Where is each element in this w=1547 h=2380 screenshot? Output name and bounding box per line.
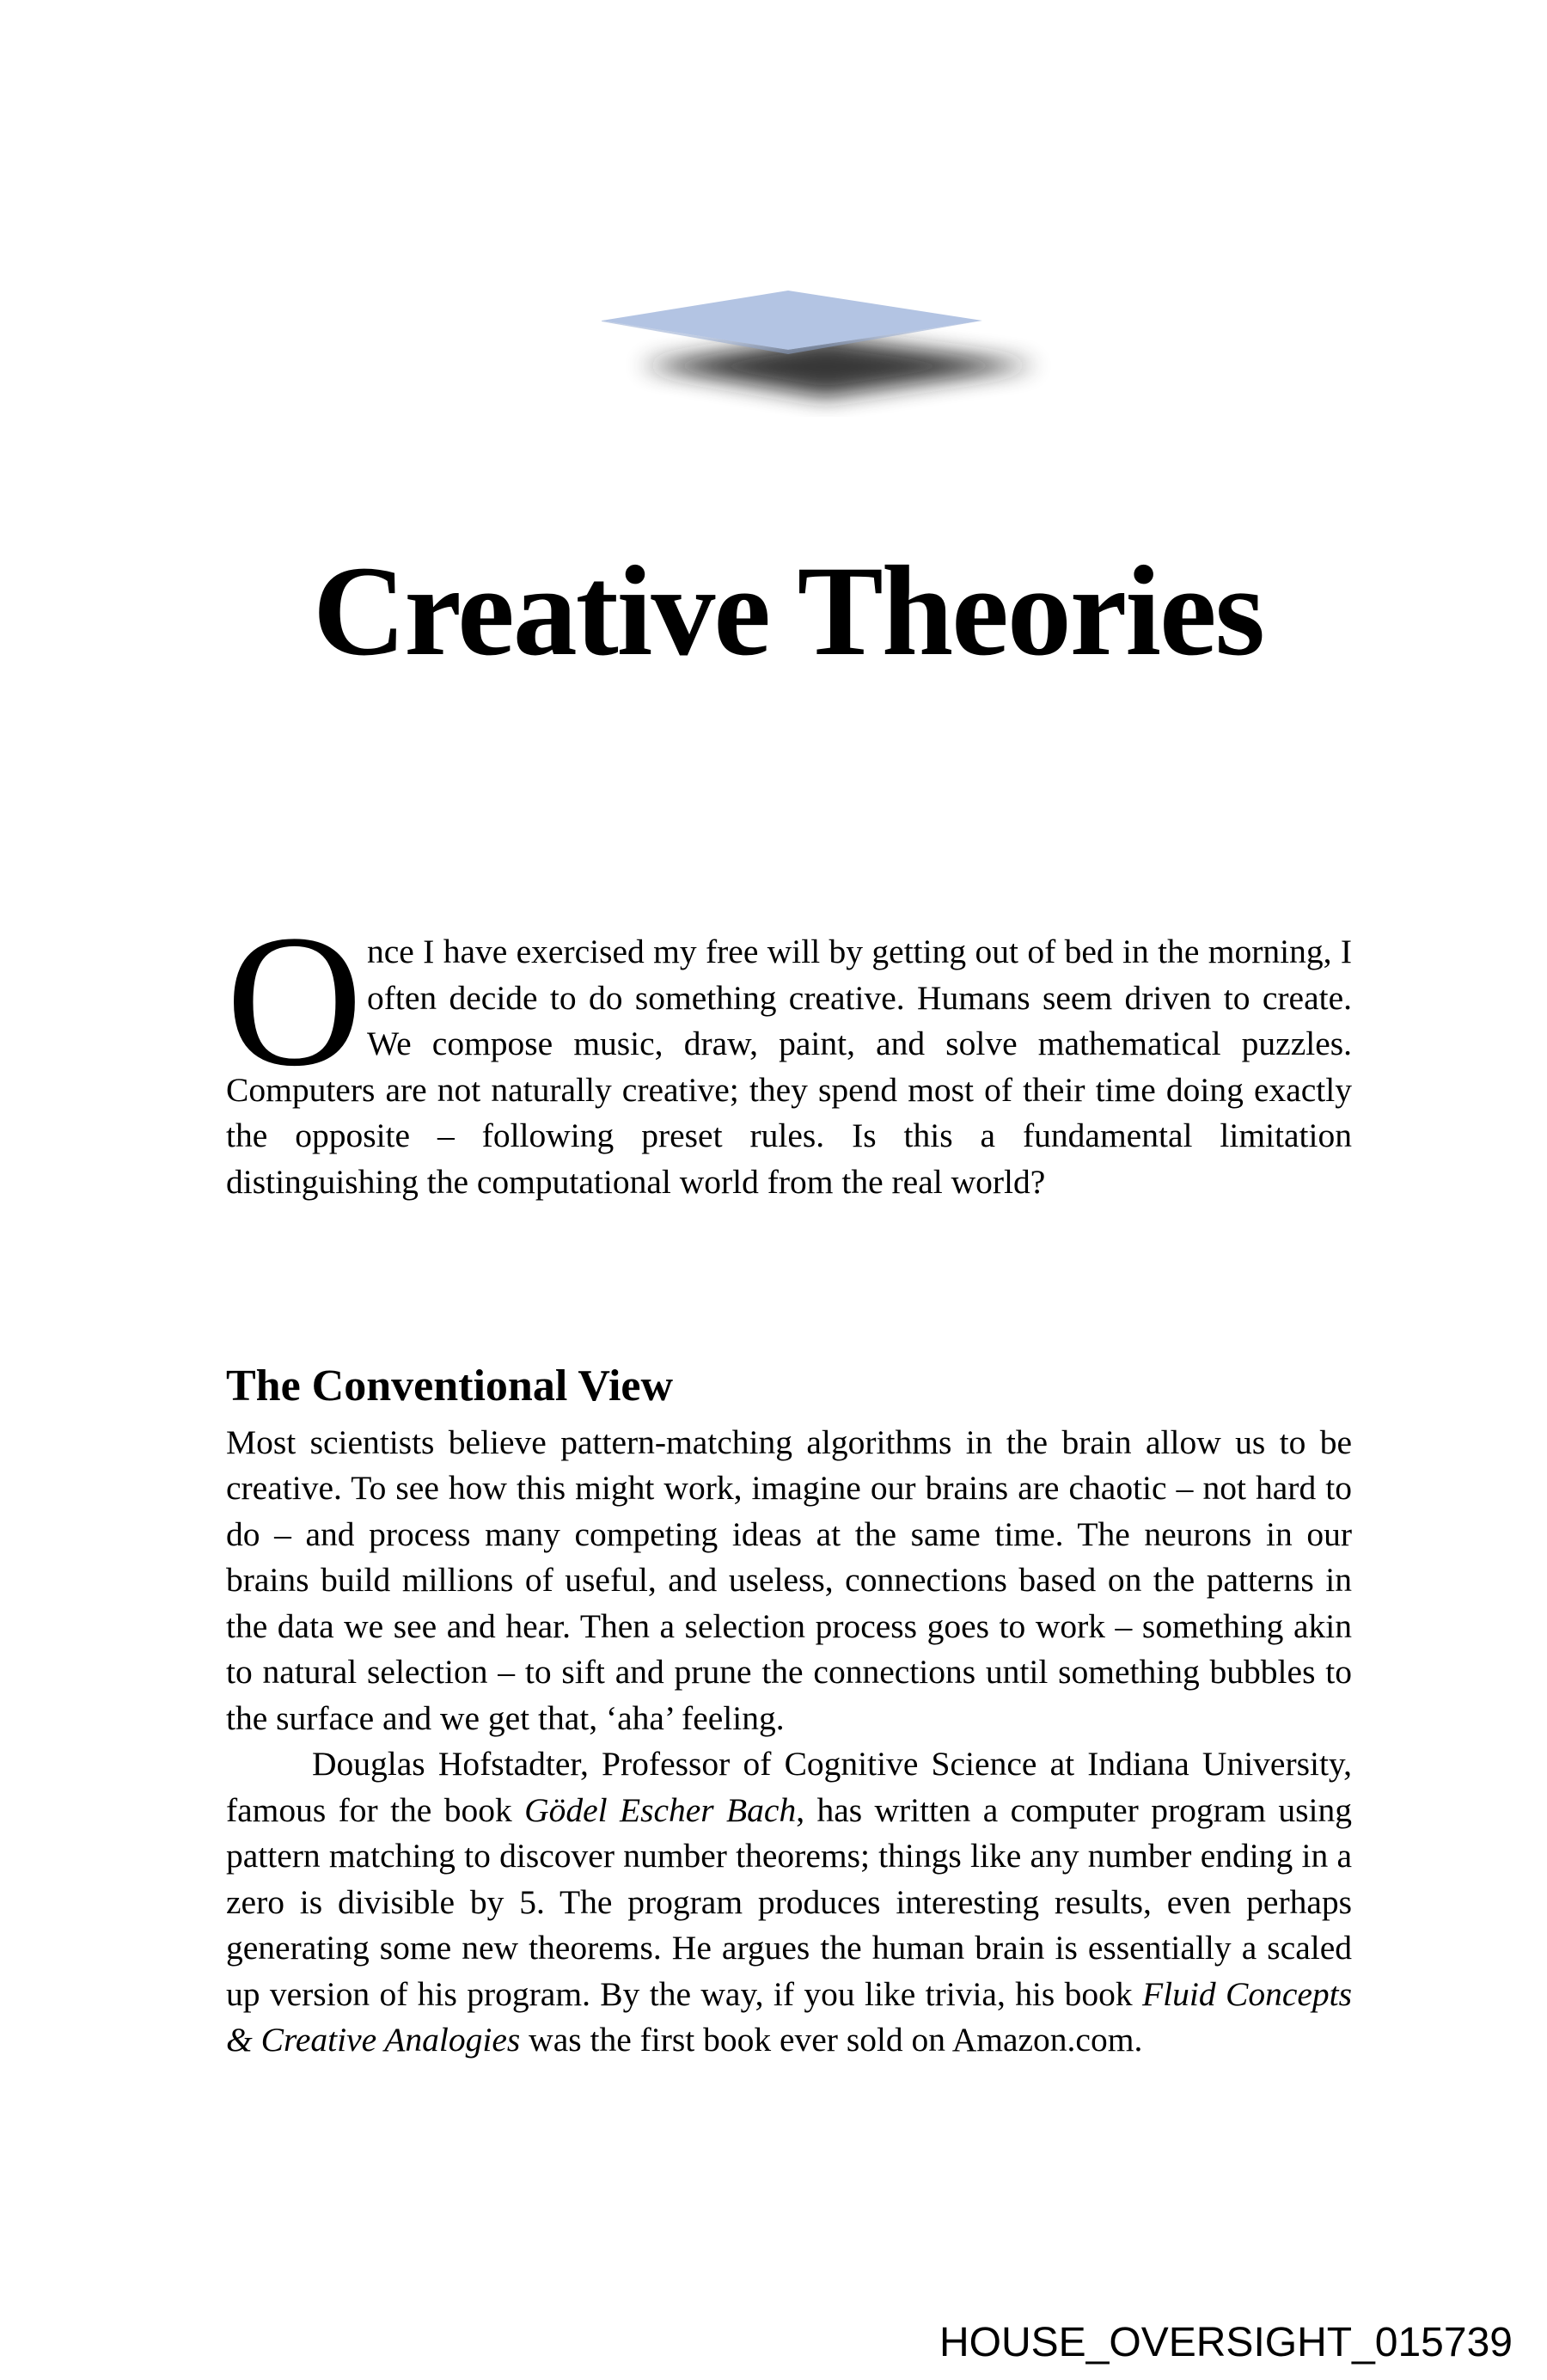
paragraph-hofstadter-text: was the first book ever sold on Amazon.com.: [520, 2021, 1143, 2059]
book-title-fluid-concepts: Fluid Concepts & Creative Analogies: [226, 1974, 1352, 2059]
book-title-godel-escher-bach: Gödel Escher Bach: [524, 1790, 797, 1829]
diamond-ornament-icon: [533, 271, 1134, 417]
watermark-bates-number: HOUSE_OVERSIGHT_015739: [939, 2320, 1513, 2365]
section-conventional-view: [226, 1363, 1352, 2064]
paragraph-hofstadter-text: Douglas Hofstadter, Professor of Cognitive Science at Indiana University, famous for the book: [226, 1745, 1352, 1829]
section-heading: The Conventional View: [226, 1361, 674, 1410]
paragraph-pattern-matching: Most scientists believe pattern-matching algorithms in the brain allow us to be creative. To see how this might work, imagine our brains are chaotic – not hard to do – and process many competing ideas at the same time. The neurons in our brains build millions of useful, and useless, connections based on the patterns in the data we see and hear. Then a selection process goes to work – something akin to natural selection – to sift and prune the connections until something bubbles to the surface and we get that, ‘aha’ feeling.: [226, 1422, 1352, 1737]
paragraph-hofstadter: [226, 1741, 1352, 2064]
intro-paragraph: [226, 896, 1352, 1205]
paragraph-hofstadter-text: , has written a computer program using pattern matching to discover number theorems; things like any number ending in a zero is divisible by 5. The program produces interesting results, even perhaps generating some new theorems. He argues the human brain is essentially a scaled up version of his program. By the way, if you like trivia, his book: [226, 1790, 1352, 2013]
dropcap-letter: O: [226, 896, 363, 1105]
intro-text: nce I have exercised my free will by getting out of bed in the morning, I often decide to do something creative. Humans seem driven to create. We compose music, draw, paint, and solve mathematical puzzles. Computers are not naturally creative; they spend most of their time doing exactly the opposite – following preset rules. Is this a fundamental limitation distinguishing the computational world from the real world?: [226, 933, 1352, 1201]
chapter-title: Creative Theories: [312, 540, 1263, 682]
